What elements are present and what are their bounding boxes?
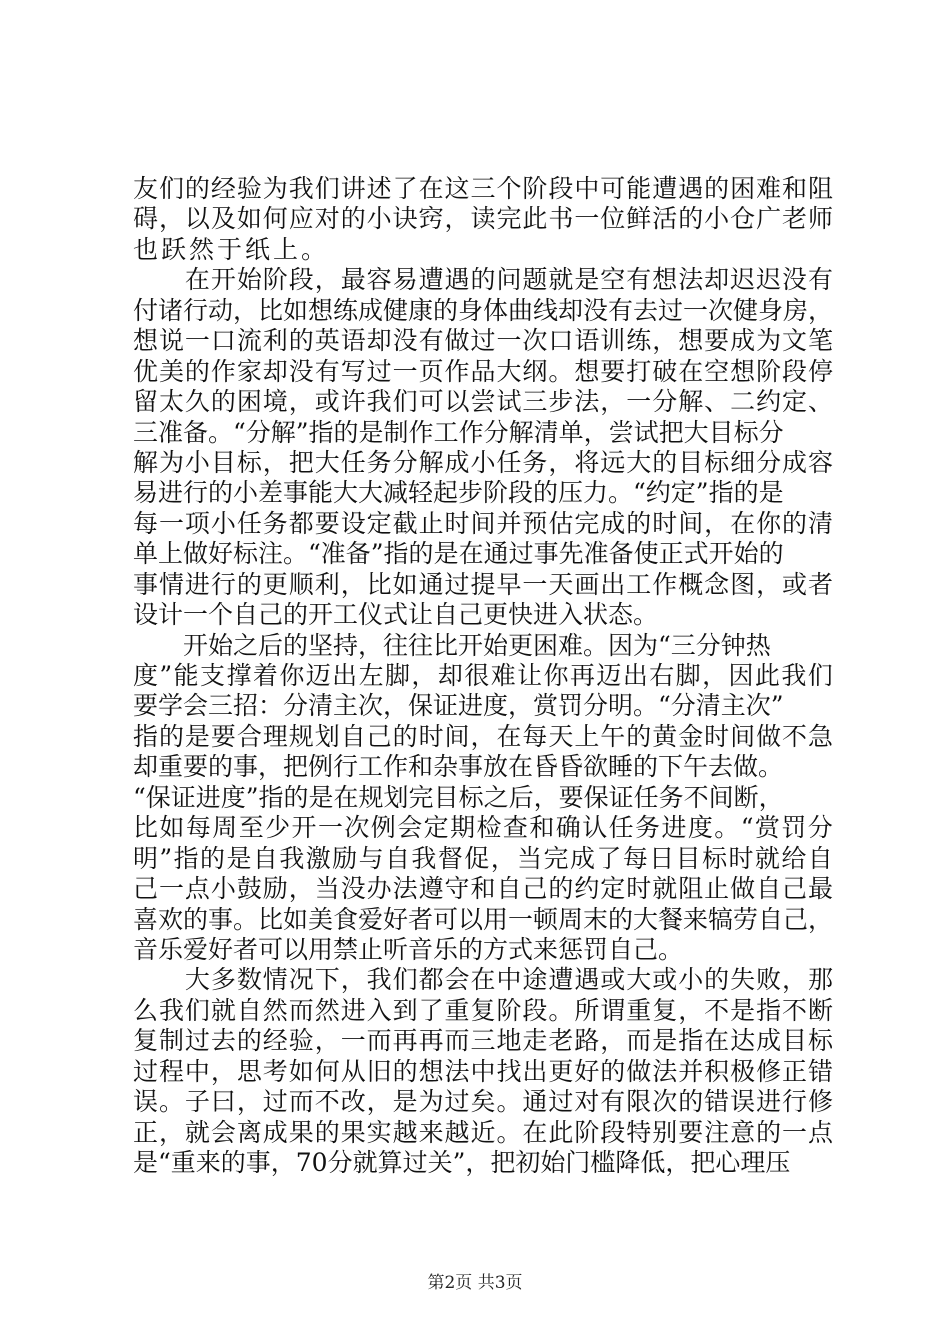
text-line: 过程中，思考如何从旧的想法中找出更好的做法并积极修正错	[133, 1056, 834, 1086]
text-line: 付诸行动，比如想练成健康的身体曲线却没有去过一次健身房，	[133, 295, 834, 325]
text-line: 设计一个自己的开工仪式让自己更快进入状态。	[133, 600, 659, 630]
text-line: “保证进度”指的是在规划完目标之后，要保证任务不间断，	[133, 782, 784, 812]
text-line: 也跃然于纸上。	[133, 234, 330, 264]
text-line: 想说一口流利的英语却没有做过一次口语训练，想要成为文笔	[133, 326, 834, 356]
text-line: 要学会三招：分清主次，保证进度，赏罚分明。“分清主次”	[133, 691, 784, 721]
text-line: 是“重来的事，70分就算过关”，把初始门槛降低，把心理压	[133, 1148, 791, 1177]
text-line: 优美的作家却没有写过一页作品大纲。想要打破在空想阶段停	[133, 356, 834, 386]
text-line: 碍，以及如何应对的小诀窍，读完此书一位鲜活的小仓广老师	[133, 204, 834, 234]
text-line: 每一项小任务都要设定截止时间并预估完成的时间，在你的清	[133, 508, 834, 538]
text-line: 三准备。“分解”指的是制作工作分解清单，尝试把大目标分	[133, 417, 784, 447]
text-line: 在开始阶段，最容易遭遇的问题就是空有想法却迟迟没有	[133, 265, 834, 295]
text-line: 却重要的事，把例行工作和杂事放在昏昏欲睡的下午去做。	[133, 752, 784, 782]
text-line: 事情进行的更顺利，比如通过提早一天画出工作概念图，或者	[133, 569, 834, 599]
text-line: 明”指的是自我激励与自我督促，当完成了每日目标时就给自	[133, 843, 835, 873]
text-line: 指的是要合理规划自己的时间，在每天上午的黄金时间做不急	[133, 721, 834, 751]
text-line: 己一点小鼓励，当没办法遵守和自己的约定时就阻止做自己最	[133, 874, 834, 904]
page-number-footer: 第2页 共3页	[427, 1273, 523, 1293]
text-line: 音乐爱好者可以用禁止听音乐的方式来惩罚自己。	[133, 934, 684, 964]
text-line: 比如每周至少开一次例会定期检查和确认任务进度。“赏罚分	[133, 813, 835, 843]
text-line: 开始之后的坚持，往往比开始更困难。因为“三分钟热	[133, 630, 771, 660]
text-line: 大多数情况下，我们都会在中途遭遇或大或小的失败，那	[133, 965, 834, 995]
text-line: 解为小目标，把大任务分解成小任务，将远大的目标细分成容	[133, 447, 834, 477]
text-line: 度”能支撑着你迈出左脚，却很难让你再迈出右脚，因此我们	[133, 661, 835, 690]
text-line: 复制过去的经验，一而再再而三地走老路，而是指在达成目标	[133, 1026, 834, 1056]
text-line: 误。子曰，过而不改，是为过矣。通过对有限次的错误进行修	[133, 1087, 834, 1117]
paragraph	[133, 174, 833, 265]
paragraph	[133, 265, 833, 630]
text-line: 正，就会离成果的果实越来越近。在此阶段特别要注意的一点	[133, 1117, 834, 1147]
document-body	[133, 174, 833, 1178]
text-line: 留太久的困境，或许我们可以尝试三步法，一分解、二约定、	[133, 387, 834, 417]
text-line: 喜欢的事。比如美食爱好者可以用一顿周末的大餐来犒劳自己，	[133, 904, 834, 934]
paragraph	[133, 631, 833, 966]
text-line: 友们的经验为我们讲述了在这三个阶段中可能遭遇的困难和阻	[133, 174, 834, 203]
text-line: 单上做好标注。“准备”指的是在通过事先准备使正式开始的	[133, 539, 784, 569]
paragraph	[133, 965, 833, 1178]
text-line: 易进行的小差事能大大减轻起步阶段的压力。“约定”指的是	[133, 478, 784, 508]
text-line: 么我们就自然而然进入到了重复阶段。所谓重复，不是指不断	[133, 995, 834, 1025]
